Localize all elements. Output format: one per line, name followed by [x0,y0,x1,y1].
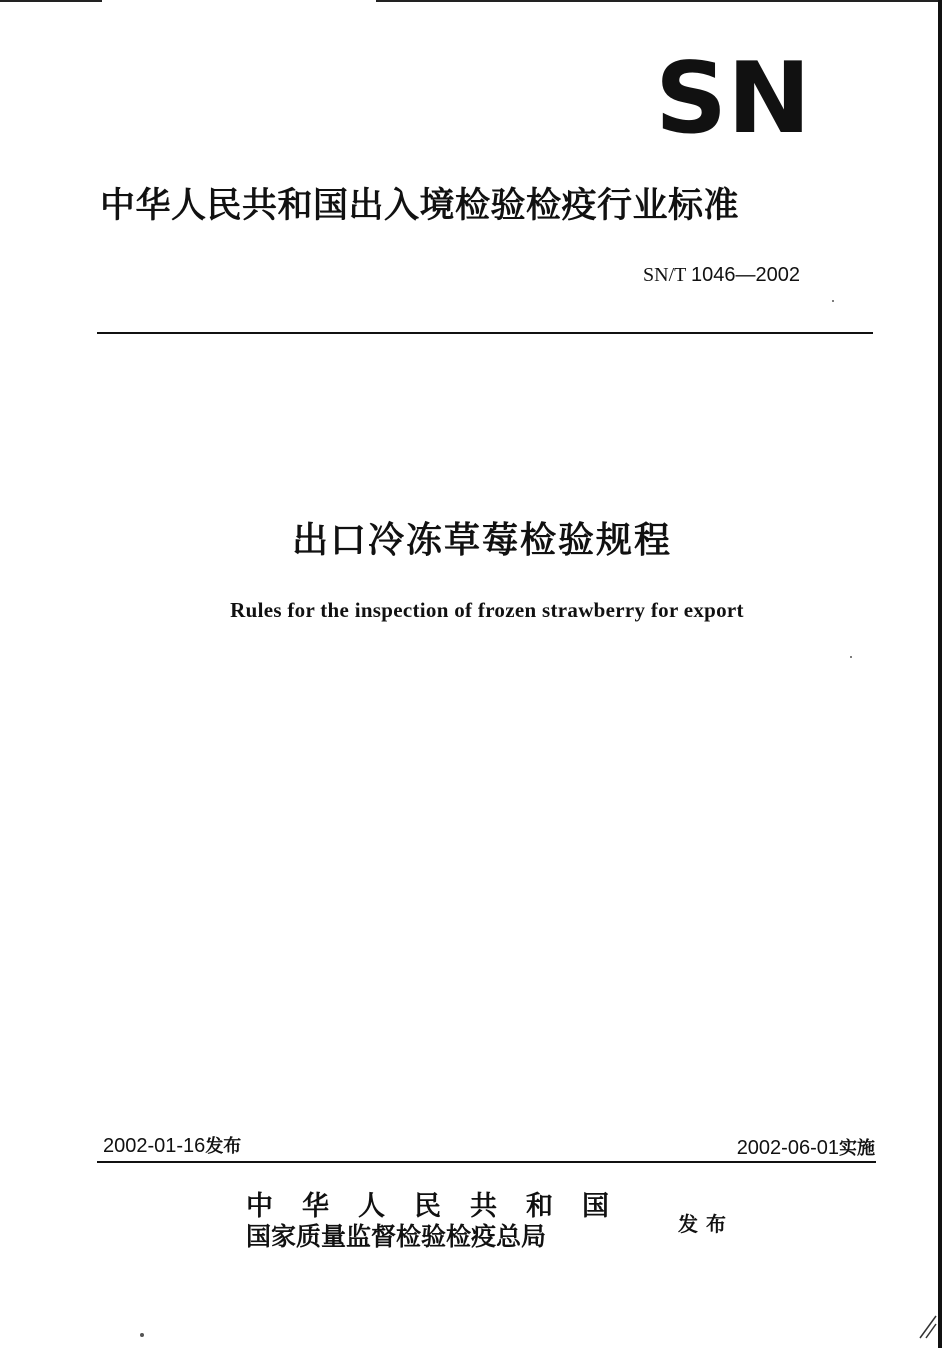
standard-category: 中华人民共和国出入境检验检疫行业标准 [100,186,740,226]
issue-date-label: 发布 [205,1136,242,1157]
scan-speck [140,1333,144,1337]
standard-prefix: SN/T [643,264,686,286]
scan-edge-right [938,0,942,1348]
issue-date [103,1132,241,1158]
page-corner-mark [918,1310,938,1340]
effective-date-value: 2002-06-01 [736,1137,839,1159]
footer-divider [97,1161,876,1163]
publisher-country: 中华人民共和国 [246,1191,638,1222]
header-divider [97,332,873,334]
scan-speck [832,300,834,302]
sn-logo [655,52,813,136]
effective-date-label: 实施 [839,1138,875,1159]
standard-number: 1046—2002 [690,264,800,286]
publisher-block [246,1192,666,1252]
issue-date-value: 2002-01-16 [103,1135,206,1157]
english-title: Rules for the inspection of frozen strawberry for export [230,598,744,622]
chinese-title: 出口冷冻草莓检验规程 [291,520,672,561]
scan-edge-top-left [0,0,102,2]
sn-logo-text: SN [655,52,811,136]
effective-date [737,1134,875,1160]
scan-edge-top-right [376,0,938,2]
standard-code [643,264,800,287]
publisher-agency: 国家质量监督检验检疫总局 [246,1222,547,1251]
scan-speck [850,656,852,658]
publish-label: 发布 [678,1212,734,1236]
